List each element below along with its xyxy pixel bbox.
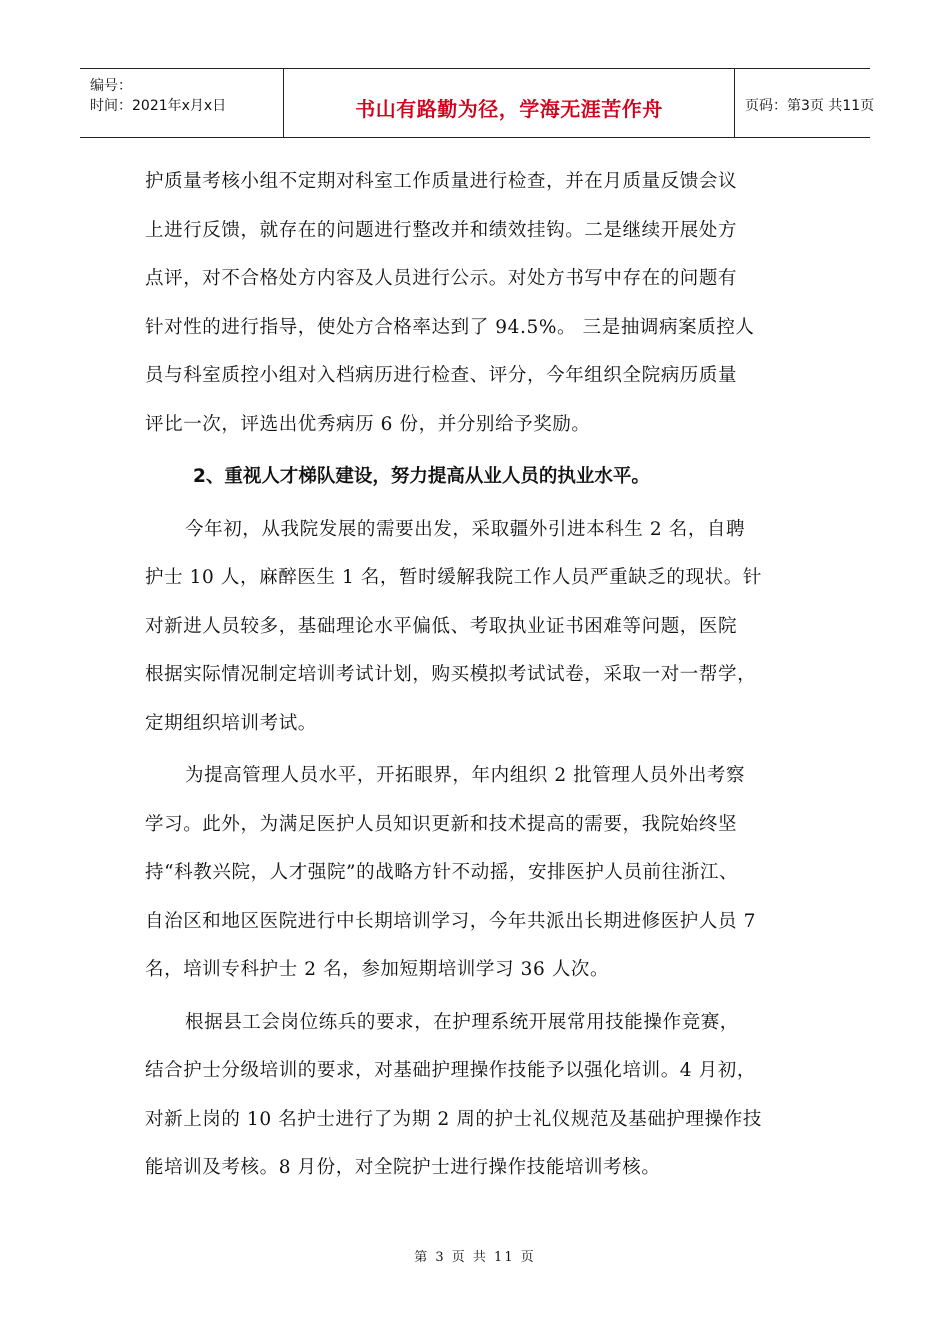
text-line: 学习。此外，为满足医护人员知识更新和技术提高的需要，我院始终坚 bbox=[145, 813, 738, 835]
text-line: 护质量考核小组不定期对科室工作质量进行检查，并在月质量反馈会议 bbox=[145, 171, 738, 192]
text-line: 对新进人员较多，基础理论水平偏低、考取执业证书困难等问题，医院 bbox=[145, 615, 738, 637]
header-middle-cell bbox=[284, 69, 735, 137]
text-line: 针对性的进行指导，使处方合格率达到了 94.5%。 三是抽调病案质控人 bbox=[145, 316, 755, 338]
text-line: 员与科室质控小组对入档病历进行检查、评分，今年组织全院病历质量 bbox=[145, 365, 738, 386]
document-body bbox=[145, 164, 815, 1199]
text-line: 上进行反馈，就存在的问题进行整改并和绩效挂钩。二是继续开展处方 bbox=[145, 219, 738, 241]
text-line: 定期组织培训考试。 bbox=[145, 712, 317, 734]
text-line: 根据县工会岗位练兵的要求，在护理系统开展常用技能操作竞赛， bbox=[185, 1011, 739, 1033]
header-right-cell bbox=[735, 69, 875, 137]
paragraph-3 bbox=[145, 758, 815, 1001]
doc-id-label: 编号： bbox=[90, 78, 132, 94]
header-left-cell bbox=[80, 69, 284, 137]
text-line: 自治区和地区医院进行中长期培训学习，今年共派出长期进修医护人员 7 bbox=[145, 910, 756, 932]
paragraph-1 bbox=[145, 164, 815, 455]
header-table bbox=[80, 68, 875, 138]
text-line: 能培训及考核。8 月份，对全院护士进行操作技能培训考核。 bbox=[145, 1157, 661, 1178]
text-line: 今年初，从我院发展的需要出发，采取疆外引进本科生 2 名，自聘 bbox=[185, 518, 746, 540]
text-line: 名，培训专科护士 2 名，参加短期培训学习 36 人次。 bbox=[145, 959, 610, 980]
text-line: 持“科教兴院，人才强院”的战略方针不动摇，安排医护人员前往浙江、 bbox=[145, 862, 739, 883]
paragraph-4 bbox=[145, 1005, 815, 1199]
text-line: 护士 10 人，麻醉医生 1 名，暂时缓解我院工作人员严重缺乏的现状。针 bbox=[145, 567, 762, 588]
page-code-label: 页码：第3页 共11页 bbox=[745, 98, 875, 114]
text-line: 点评，对不合格处方内容及人员进行公示。对处方书写中存在的问题有 bbox=[145, 268, 738, 289]
text-line: 结合护士分级培训的要求，对基础护理操作技能予以强化培训。4 月初， bbox=[145, 1060, 756, 1081]
text-line: 对新上岗的 10 名护士进行了为期 2 周的护士礼仪规范及基础护理操作技 bbox=[145, 1108, 762, 1130]
page-footer: 第 3 页 共 11 页 bbox=[414, 1250, 536, 1265]
section-heading: 2、重视人才梯队建设，努力提高从业人员的执业水平。 bbox=[193, 466, 650, 487]
text-line: 评比一次，评选出优秀病历 6 份，并分别给予奖励。 bbox=[145, 413, 591, 435]
doc-date-label: 时间：2021年x月x日 bbox=[90, 98, 227, 114]
header-motto: 书山有路勤为径，学海无涯苦作舟 bbox=[355, 97, 663, 121]
text-line: 根据实际情况制定培训考试计划，购买模拟考试试卷，采取一对一帮学， bbox=[145, 664, 757, 685]
text-line: 为提高管理人员水平，开拓眼界，年内组织 2 批管理人员外出考察 bbox=[185, 765, 746, 786]
paragraph-2 bbox=[145, 512, 815, 755]
